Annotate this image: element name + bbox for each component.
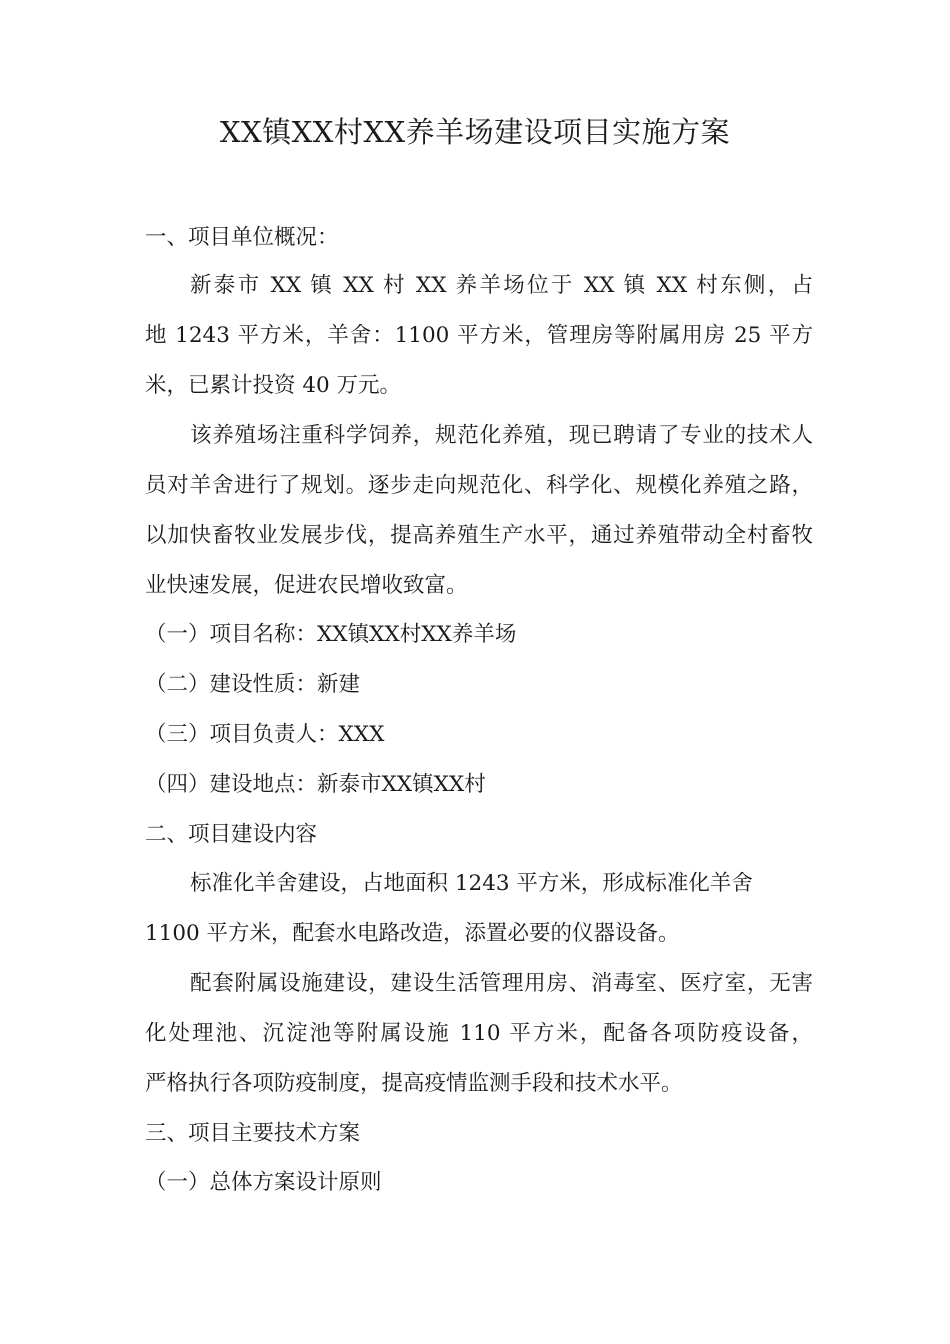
section-heading-1: 一、项目单位概况：	[145, 225, 339, 250]
paragraph-line: 业快速发展，促进农民增收致富。	[145, 573, 468, 598]
paragraph-line: 严格执行各项防疫制度，提高疫情监测手段和技术水平。	[145, 1071, 683, 1096]
item-line: （三）项目负责人：XXX	[145, 722, 385, 747]
paragraph-line: 1100 平方米，配套水电路改造，添置必要的仪器设备。	[145, 921, 680, 946]
paragraph-line: 标准化羊舍建设，占地面积 1243 平方米，形成标准化羊舍	[190, 871, 753, 896]
item-line: （四）建设地点：新泰市XX镇XX村	[145, 772, 486, 797]
paragraph-line: 地 1243 平方米，羊舍：1100 平方米，管理房等附属用房 25 平方	[145, 323, 813, 348]
paragraph-line: 以加快畜牧业发展步伐，提高养殖生产水平，通过养殖带动全村畜牧	[145, 523, 813, 548]
paragraph-line: 员对羊舍进行了规划。逐步走向规范化、科学化、规模化养殖之路，	[145, 473, 813, 498]
section-heading-3: 三、项目主要技术方案	[145, 1121, 361, 1146]
paragraph-line: 米，已累计投资 40 万元。	[145, 373, 402, 398]
document-title: XX镇XX村XX养羊场建设项目实施方案	[219, 115, 731, 149]
item-line: （一）总体方案设计原则	[145, 1170, 382, 1195]
section-heading-2: 二、项目建设内容	[145, 822, 318, 847]
paragraph-line: 配套附属设施建设，建设生活管理用房、消毒室、医疗室，无害	[190, 971, 813, 996]
paragraph-line: 化处理池、沉淀池等附属设施 110 平方米，配备各项防疫设备，	[145, 1021, 813, 1046]
paragraph-line: 该养殖场注重科学饲养，规范化养殖，现已聘请了专业的技术人	[190, 423, 813, 448]
item-line: （一）项目名称：XX镇XX村XX养羊场	[145, 622, 517, 647]
paragraph-line: 新泰市 XX 镇 XX 村 XX 养羊场位于 XX 镇 XX 村东侧，占	[190, 273, 813, 298]
item-line: （二）建设性质：新建	[145, 672, 361, 697]
